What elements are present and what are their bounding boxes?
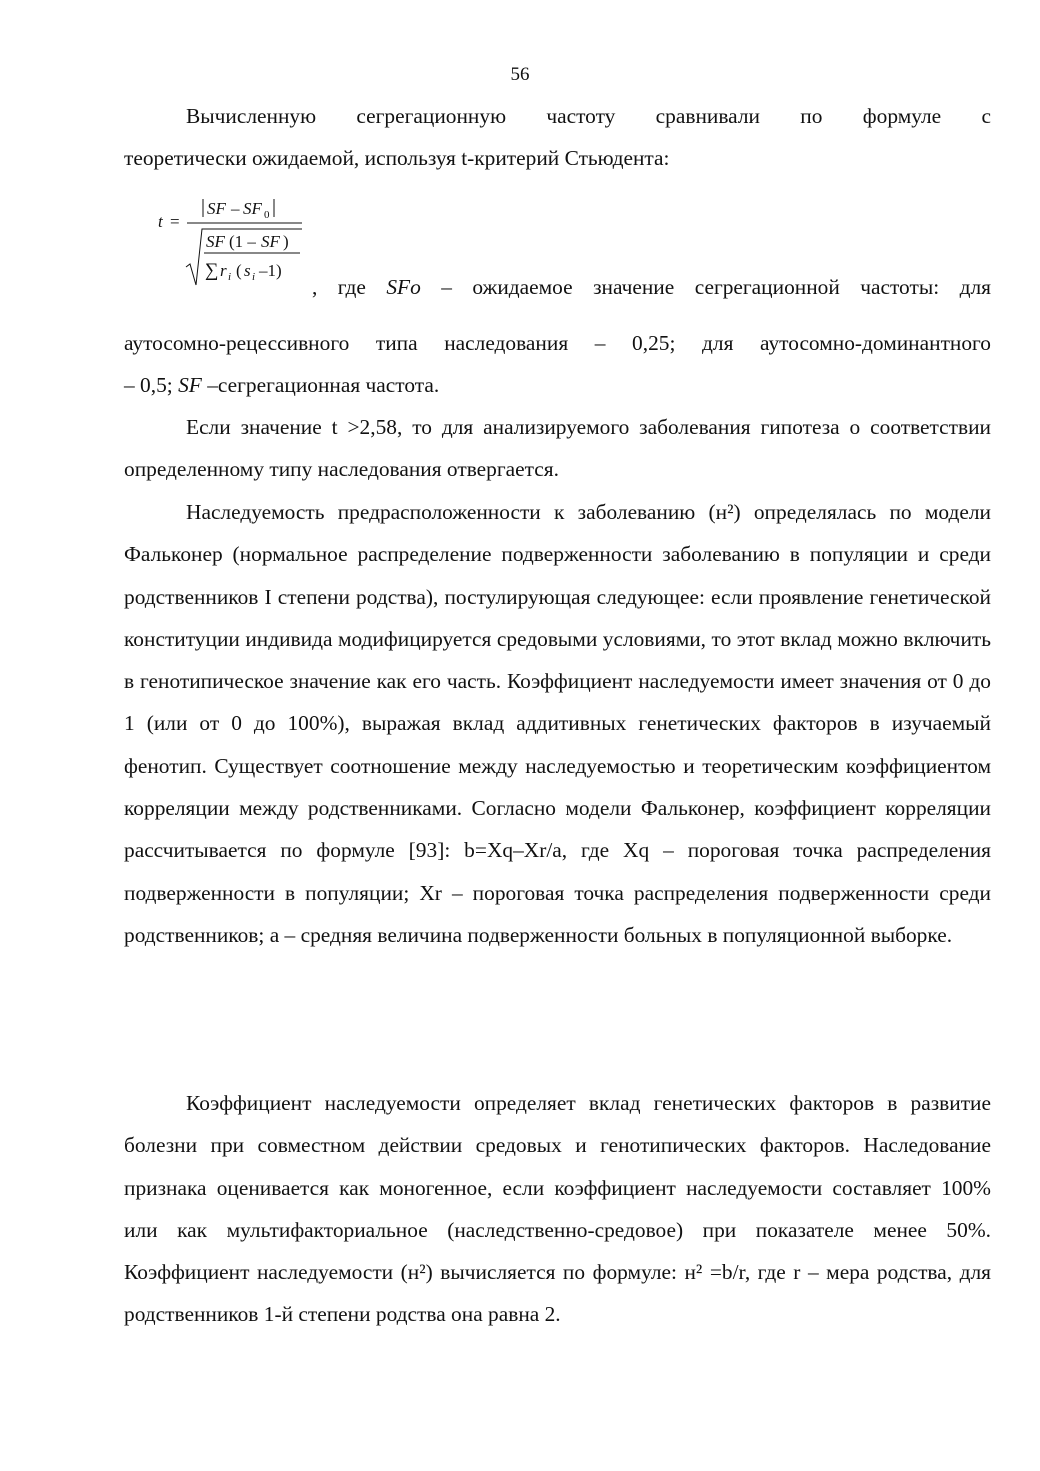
svg-text:t: t: [158, 212, 163, 231]
paragraph-4: Наследуемость предрасположенности к заболеванию (н²) определялась по модели Фальконер (нормальное распределение подверженности заболеванию в популяции и среди родственников I степени родства), постулирующая следующее: если проявление генетической конституции индивида модифицируется средовыми условиями, то этот вклад можно включить в генотипическое значение как его часть. Коэффициент наследуемости имеет значения от 0 до 1 (или от 0 до 100%), выражая вклад аддитивных генетических факторов в изучаемый фенотип. Существует соотношение между наследуемостью и теоретическим коэффициентом корреляции между родственниками. Согласно модели Фальконер, коэффициент корреляции рассчитывается по формуле [93]: b=Xq–Xr/a, где Xq – пороговая точка распределения подверженности в популяции; Xr – пороговая точка распределения подверженности среди родственников; a – средняя величина подверженности больных в популяционной выборке.: [124, 500, 991, 947]
paragraph-2-line-2: [124, 364, 824, 406]
svg-text:(1 –: (1 –: [229, 232, 256, 251]
t-test-formula: [150, 187, 310, 292]
sfo-symbol: SFo: [386, 275, 421, 299]
paragraph-3: Если значение t >2,58, то для анализируемого заболевания гипотеза о соответствии определенному типу наследования отвергается.: [124, 415, 991, 482]
svg-text:): ): [283, 232, 289, 251]
svg-text:SF: SF: [206, 232, 225, 251]
svg-text:i: i: [252, 271, 256, 283]
p2-prefix: – 0,5;: [124, 373, 179, 397]
formula-tail-prefix: , где: [312, 275, 387, 299]
svg-text:(: (: [236, 261, 242, 280]
svg-text:SF: SF: [261, 232, 280, 251]
svg-text:SF: SF: [243, 199, 262, 218]
svg-text:r: r: [220, 261, 227, 280]
svg-text:=: =: [170, 212, 180, 231]
svg-text:–: –: [231, 199, 240, 218]
p2-rest: –сегрегационная частота.: [201, 373, 440, 397]
formula-tail-rest: – ожидаемое значение сегрегационной частоты: для: [420, 275, 991, 299]
svg-text:0: 0: [264, 209, 270, 221]
svg-text:s: s: [244, 261, 251, 280]
paragraph-5: Коэффициент наследуемости определяет вклад генетических факторов в развитие болезни при совместном действии средовых и генотипических факторов. Наследование признака оценивается как моногенное, если коэффициент наследуемости составляет 100% или как мультифакториальное (наследственно-средовое) при показателе менее 50%. Коэффициент наследуемости (н²) вычисляется по формуле: н² =b/r, где r – мера родства, для родственников 1-й степени родства она равна 2.: [124, 1091, 991, 1327]
svg-text:–1): –1): [259, 261, 282, 280]
svg-text:∑: ∑: [205, 260, 219, 281]
paragraph-1-line-2: теоретически ожидаемой, используя t-критерий Стьюдента:: [124, 146, 670, 170]
formula-explanation-line: [312, 266, 991, 308]
svg-text:i: i: [228, 271, 232, 283]
paragraph-2-line-1: аутосомно-рецессивного типа наследования – 0,25; для аутосомно-доминантного: [124, 331, 991, 355]
svg-text:SF: SF: [207, 199, 226, 218]
paragraph-1-line-1: Вычисленную сегрегационную частоту сравнивали по формуле с: [186, 104, 991, 128]
sf-symbol: SF: [178, 373, 202, 397]
page-number: 56: [510, 64, 530, 85]
